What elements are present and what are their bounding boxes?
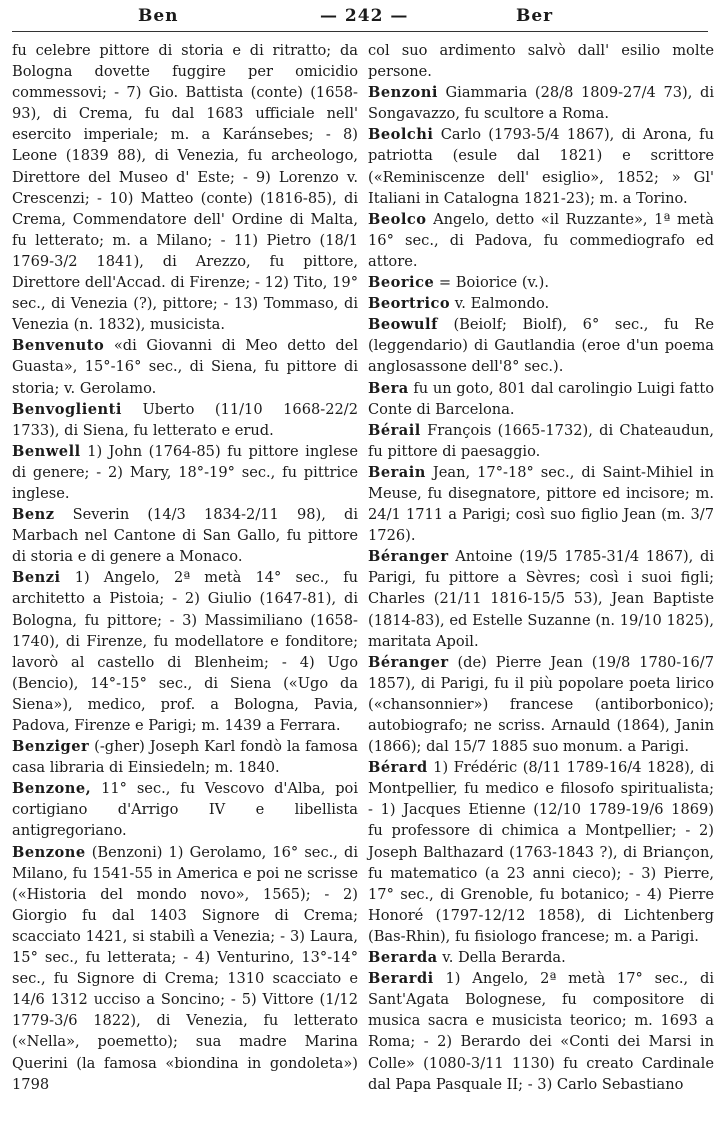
entry-headword: Beolco xyxy=(368,210,427,228)
entry-text: «di Giovanni di Meo detto del Guasta», 15°-16° sec., di Siena, fu pittore di storia; v. Gerolamo. xyxy=(12,337,358,397)
entry-text: 1) Angelo, 2ª metà 17° sec., di Sant'Agata Bolognese, fu compositore di musica sacra e musicista teorico; m. 1693 a Roma; - 2) Berardo dei «Conti dei Marsi in Colle» (1080-3/11 1130) fu creato Cardinale dal Papa Pasquale II; - 3) Carlo Sebastiano xyxy=(368,970,714,1093)
entry xyxy=(368,272,714,293)
entry xyxy=(368,420,714,462)
entry xyxy=(368,757,714,947)
entry-text: col suo ardimento salvò dall' esilio molte persone. xyxy=(368,42,714,81)
page-header xyxy=(0,2,718,30)
entry xyxy=(368,652,714,757)
entry-headword: Bérard xyxy=(368,759,428,777)
entry-text: 1) John (1764-85) fu pittore inglese di genere; - 2) Mary, 18°-19° sec., fu pittrice inglese. xyxy=(12,442,358,502)
entry-headword: Benvoglienti xyxy=(12,400,122,418)
entry-headword: Beolchi xyxy=(368,126,434,144)
entry-text: (de) Pierre Jean (19/8 1780-16/7 1857), di Parigi, fu il più popolare poeta lirico («chansonnier») francese (antiborbonico); autobiografo; ne scriss. Arnauld (1864), Janin (1866); dal 15/7 1885 suo monum. a Parigi. xyxy=(368,653,714,756)
entry xyxy=(368,124,714,208)
entry xyxy=(368,462,714,546)
entry-text: (Benzoni) 1) Gerolamo, 16° sec., di Milano, fu 1541-55 in America e poi ne scrisse («Historia del mondo novo», 1565); - 2) Giorgio fu dal 1403 Signore di Crema; scacciato 1421, si stabilì a Venezia; - 3) Laura, 15° sec., fu letterata; - 4) Venturino, 13°-14° sec., fu Signore di Crema; 1310 scacciato e 14/6 1312 ucciso a Soncino; - 5) Vittore (1/12 1779-3/6 1822), di Venezia, fu letterato («Nella», poemetto); sua madre Marina Querini (la famosa «biondina in gondoleta») 1798 xyxy=(12,843,358,1093)
entry-text: Severin (14/3 1834-2/11 98), di Marbach nel Cantone di San Gallo, fu pittore di storia e di genere a Monaco. xyxy=(12,506,358,566)
entry xyxy=(12,335,358,398)
entry-headword: Benvenuto xyxy=(12,337,105,355)
entry-text: = Boiorice (v.). xyxy=(434,274,550,292)
entry xyxy=(368,546,714,651)
header-right-keyword: Ber xyxy=(516,6,554,26)
entry xyxy=(12,736,358,778)
right-column xyxy=(368,40,714,1095)
header-left-keyword: Ben xyxy=(138,6,179,26)
entry-text: Carlo (1793-5/4 1867), di Arona, fu patriotta (esule dal 1821) e scrittore («Reminiscenze dell' esiglio», 1852; » Gl' Italiani in Catalogna 1821-23); m. a Torino. xyxy=(368,126,714,207)
entry-headword: Beortrico xyxy=(368,295,451,313)
entry xyxy=(368,209,714,272)
entry-text: fu un goto, 801 dal carolingio Luigi fatto Conte di Barcelona. xyxy=(368,379,715,418)
entry xyxy=(368,82,714,124)
entry-headword: Berardi xyxy=(368,970,434,988)
entry-text: Jean, 17°-18° sec., di Saint-Mihiel in Meuse, fu disegnatore, pittore ed incisore; m. 24/1 1711 a Parigi; così suo figlio Jean (m. 3/7 1726). xyxy=(368,463,714,545)
entry xyxy=(12,504,358,567)
entry xyxy=(12,399,358,441)
entry xyxy=(368,314,714,377)
entry-text: Giammaria (28/8 1809-27/4 73), di Songavazzo, fu scultore a Roma. xyxy=(368,84,714,123)
entry-headword: Béranger xyxy=(368,653,449,671)
entry-headword: Bera xyxy=(368,379,409,397)
entry xyxy=(368,293,714,314)
entry-headword: Benzone xyxy=(12,843,86,861)
page-number: — 242 — xyxy=(320,6,409,26)
entry-headword: Benzone, xyxy=(12,780,92,798)
entry-text: Angelo, detto «il Ruzzante», 1ª metà 16° sec., di Padova, fu commediografo ed attore. xyxy=(368,210,714,270)
entry-text: fu celebre pittore di storia e di ritratto; da Bologna dovette fuggire per omicidio commessovi; - 7) Gio. Battista (conte) (1658-93), di Crema, fu dal 1683 ufficiale nell' esercito imperiale; m. a Karánsebes; - 8) Leone (1839 88), di Venezia, fu archeologo, Direttore del Museo d' Este; - 9) Lorenzo v. Crescenzi; - 10) Matteo (conte) (1816-85), di Crema, Commendatore dell' Ordine di Malta, fu letterato; m. a Milano; - 11) Pietro (18/1 1769-3/2 1841), di Arezzo, fu pittore, Direttore dell'Accad. di Firenze; - 12) Tito, 19° sec., di Venezia (?), pittore; - 13) Tommaso, di Venezia (n. 1832), musicista. xyxy=(12,42,358,334)
entry-text: 11° sec., fu Vescovo d'Alba, poi cortigiano d'Arrigo IV e libellista antigregoriano. xyxy=(12,780,358,840)
entry-headword: Bérail xyxy=(368,421,421,439)
entry-headword: Beowulf xyxy=(368,316,438,334)
entry-text: Uberto (11/10 1668-22/2 1733), di Siena, fu letterato e erud. xyxy=(12,400,358,439)
entry-text: François (1665-1732), di Chateaudun, fu pittore di paesaggio. xyxy=(368,421,714,460)
entry-headword: Berarda xyxy=(368,949,438,967)
entry xyxy=(12,441,358,504)
entry xyxy=(12,567,358,736)
entry-text: v. Ealmondo. xyxy=(450,295,550,313)
entry xyxy=(12,40,358,335)
entry xyxy=(12,778,358,841)
entry-headword: Beorice xyxy=(368,274,435,292)
entry-headword: Benwell xyxy=(12,442,81,460)
entry-headword: Benz xyxy=(12,506,55,524)
entry-text: v. Della Berarda. xyxy=(437,949,566,967)
entry-headword: Benzi xyxy=(12,569,61,587)
entry xyxy=(368,947,714,968)
entry-text: (Beiolf; Biolf), 6° sec., fu Re (leggendario) di Gautlandia (eroe d'un poema anglosassone dell'8° sec.). xyxy=(368,316,714,376)
entry xyxy=(368,378,714,420)
entry-text: 1) Frédéric (8/11 1789-16/4 1828), di Montpellier, fu medico e filosofo spiritualista; - 1) Jacques Etienne (12/10 1789-19/6 1869) fu professore di chimica a Montpellier; - 2) Joseph Balthazard (1763-1843 ?), di Briançon, fu matematico (a 23 anni cieco); - 3) Pierre, 17° sec., di Grenoble, fu botanico; - 4) Pierre Honoré (1797-12/12 1858), di Lichtenberg (Bas-Rhin), fu fisiologo francese; m. a Parigi. xyxy=(368,759,714,945)
entry-headword: Benziger xyxy=(12,738,90,756)
entry-text: Antoine (19/5 1785-31/4 1867), di Parigi, fu pittore a Sèvres; così i suoi figli; Charles (21/11 1816-15/5 53), Jean Baptiste (1814-83), ed Estelle Suzanne (n. 19/10 1825), maritata Apoil. xyxy=(368,548,714,650)
entry xyxy=(368,40,714,82)
entry xyxy=(368,968,714,1095)
header-rule xyxy=(12,31,708,32)
entry xyxy=(12,842,358,1095)
entry-headword: Béranger xyxy=(368,548,449,566)
entry-headword: Benzoni xyxy=(368,84,438,102)
left-column xyxy=(12,40,358,1095)
entry-text: (-gher) Joseph Karl fondò la famosa casa libraria di Einsiedeln; m. 1840. xyxy=(12,738,358,777)
entry-headword: Berain xyxy=(368,463,426,481)
entry-text: 1) Angelo, 2ª metà 14° sec., fu architetto a Pistoia; - 2) Giulio (1647-81), di Bologna, fu pittore; - 3) Massimiliano (1658-1740), di Firenze, fu modellatore e fonditore; lavorò al castello di Blenheim; - 4) Ugo (Bencio), 14°-15° sec., di Siena («Ugo da Siena»), medico, prof. a Bologna, Pavia, Padova, Firenze e Parigi; m. 1439 a Ferrara. xyxy=(12,569,358,734)
